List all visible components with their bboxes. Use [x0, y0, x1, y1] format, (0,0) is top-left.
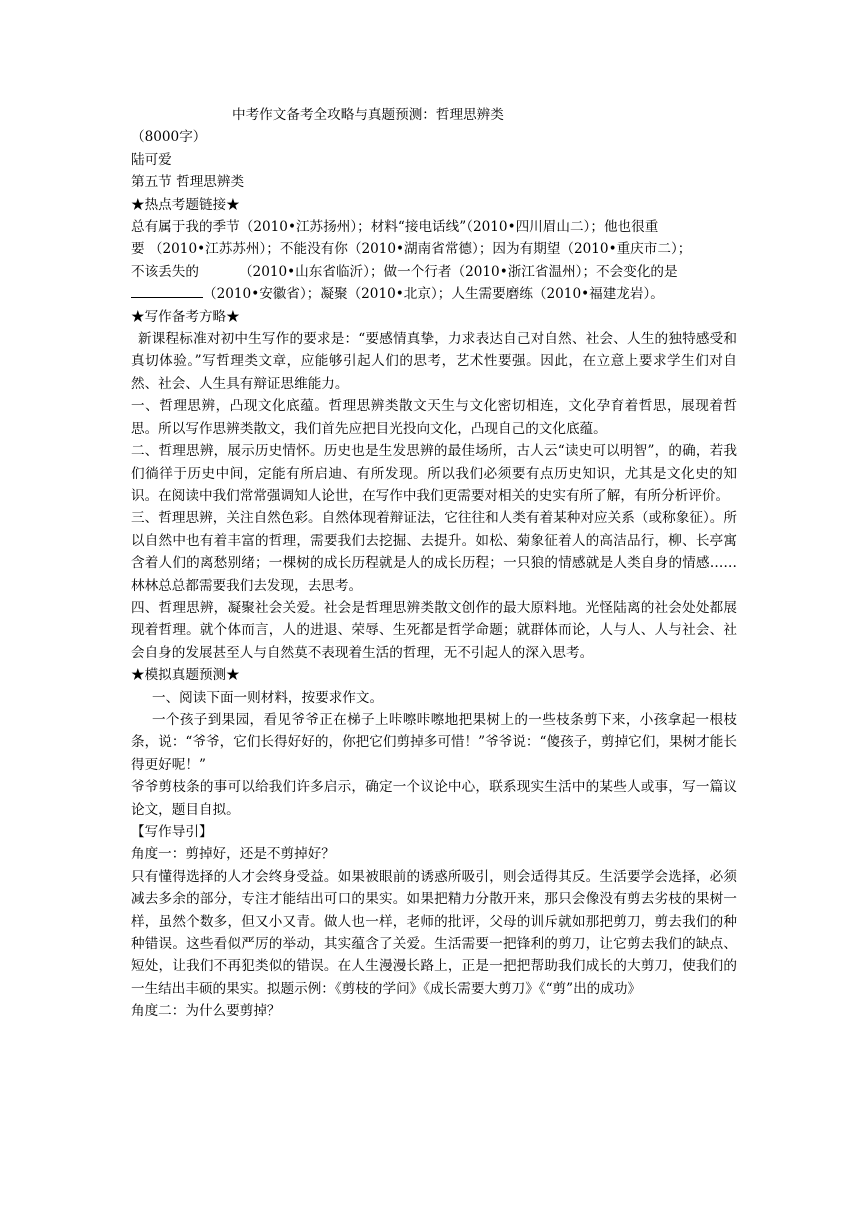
- strategy-heading: ★写作备考方略★: [131, 308, 240, 325]
- mock-material: 一个孩子到果园，看见爷爷正在梯子上咔嚓咔嚓地把果树上的一些枝条剪下来，小孩拿起一根枝条，说：“爷爷，它们长得好好的，你把它们剪掉多可惜！”爷爷说：“傻孩子，剪掉它们，果树才能长得更好呢！”: [131, 711, 737, 773]
- hot-links-heading: ★热点考题链接★: [131, 196, 240, 213]
- hot-links-line-4-text: （2010•安徽省）；凝聚（2010•北京）；人生需要磨练（2010•福建龙岩）。: [203, 286, 664, 303]
- fill-in-blank: [131, 284, 203, 298]
- word-count: （8000字）: [131, 129, 207, 146]
- strategy-point-2: 二、哲理思辨，展示历史情怀。历史也是生发思辨的最佳场所，古人云“读史可以明智”，的确，若我们徜徉于历史中间，定能有所启迪、有所发现。所以我们必须要有点历史知识，尤其是文化史的知识。在阅读中我们常常强调知人论世，在写作中我们更需要对相关的史实有所了解，有所分析评价。: [131, 443, 737, 504]
- strategy-point-1: 一、哲理思辨，凸现文化底蕴。哲理思辨类散文天生与文化密切相连，文化孕育着哲思，展现着哲思。所以写作思辨类散文，我们首先应把目光投向文化，凸现自己的文化底蕴。: [131, 398, 737, 437]
- author: 陆可爱: [131, 151, 172, 168]
- hot-links-line-3b: （2010•山东省临沂）；做一个行者（2010•浙江省温州）；不会变化的是: [238, 263, 678, 280]
- hot-links-line-2: 要 （2010•江苏苏州）；不能没有你（2010•湖南省常德）；因为有期望（2010•重庆市二）；: [131, 241, 692, 258]
- section-heading: 第五节 哲理思辨类: [131, 174, 245, 191]
- mock-task: 一、阅读下面一则材料，按要求作文。: [152, 689, 384, 706]
- hot-links-line-4: [131, 283, 737, 305]
- hot-links-line-1: 总有属于我的季节（2010•江苏扬州）；材料“接电话线”（2010•四川眉山二）；他也很重: [131, 219, 659, 236]
- angle-1-text: 只有懂得选择的人才会终身受益。如果被眼前的诱惑所吸引，则会适得其反。生活要学会选择，必须减去多余的部分，专注才能结出可口的果实。如果把精力分散开来，那只会像没有剪去劣枝的果树一样，虽然个数多，但又小又青。做人也一样，老师的批评，父母的训斥就如那把剪刀，剪去我们的种种错误。这些看似严厉的举动，其实蕴含了关爱。生活需要一把锋利的剪刀，让它剪去我们的缺点、短处，让我们不再犯类似的错误。在人生漫漫长路上，正是一把把帮助我们成长的大剪刀，使我们的一生结出丰硕的果实。拟题示例：《剪枝的学问》《成长需要大剪刀》《“剪”出的成功》: [131, 868, 737, 997]
- document-title: 中考作文备考全攻略与真题预测：哲理思辨类: [232, 107, 504, 123]
- document-body: [131, 104, 737, 1023]
- strategy-point-3: 三、哲理思辨，关注自然色彩。自然体现着辩证法，它往往和人类有着某种对应关系（或称象征）。所以自然中也有着丰富的哲理，需要我们去挖掘、去提升。如松、菊象征着人的高洁品行，柳、长亭寓含着人们的离愁别绪；一棵树的成长历程就是人的成长历程；一只狼的情感就是人类自身的情感……林林总总都需要我们去发现，去思考。: [131, 510, 737, 594]
- mock-requirement: 爷爷剪枝条的事可以给我们许多启示，确定一个议论中心，联系现实生活中的某些人或事，写一篇议论文，题目自拟。: [131, 779, 737, 818]
- strategy-intro: 新课程标准对初中生写作的要求是：“要感情真挚，力求表达自己对自然、社会、人生的独特感受和真切体验。”写哲理类文章，应能够引起人们的思考，艺术性要强。因此，在立意上要求学生们对自然、社会、人生具有辩证思维能力。: [131, 331, 737, 392]
- mock-heading: ★模拟真题预测★: [131, 667, 240, 684]
- strategy-point-4: 四、哲理思辨，凝聚社会关爱。社会是哲理思辨类散文创作的最大原料地。光怪陆离的社会处处都展现着哲理。就个体而言，人的进退、荣辱、生死都是哲学命题；就群体而论，人与人、人与社会、社会自身的发展甚至人与自然莫不表现着生活的哲理，无不引起人的深入思考。: [131, 599, 737, 661]
- angle-2-heading: 角度二：为什么要剪掉？: [131, 1003, 281, 1020]
- guide-heading: 【写作导引】: [131, 824, 213, 840]
- hot-links-line-3a: 不该丢失的: [131, 263, 199, 280]
- angle-1-heading: 角度一：剪掉好，还是不剪掉好？: [131, 846, 335, 863]
- hot-links-line-3: [131, 261, 737, 283]
